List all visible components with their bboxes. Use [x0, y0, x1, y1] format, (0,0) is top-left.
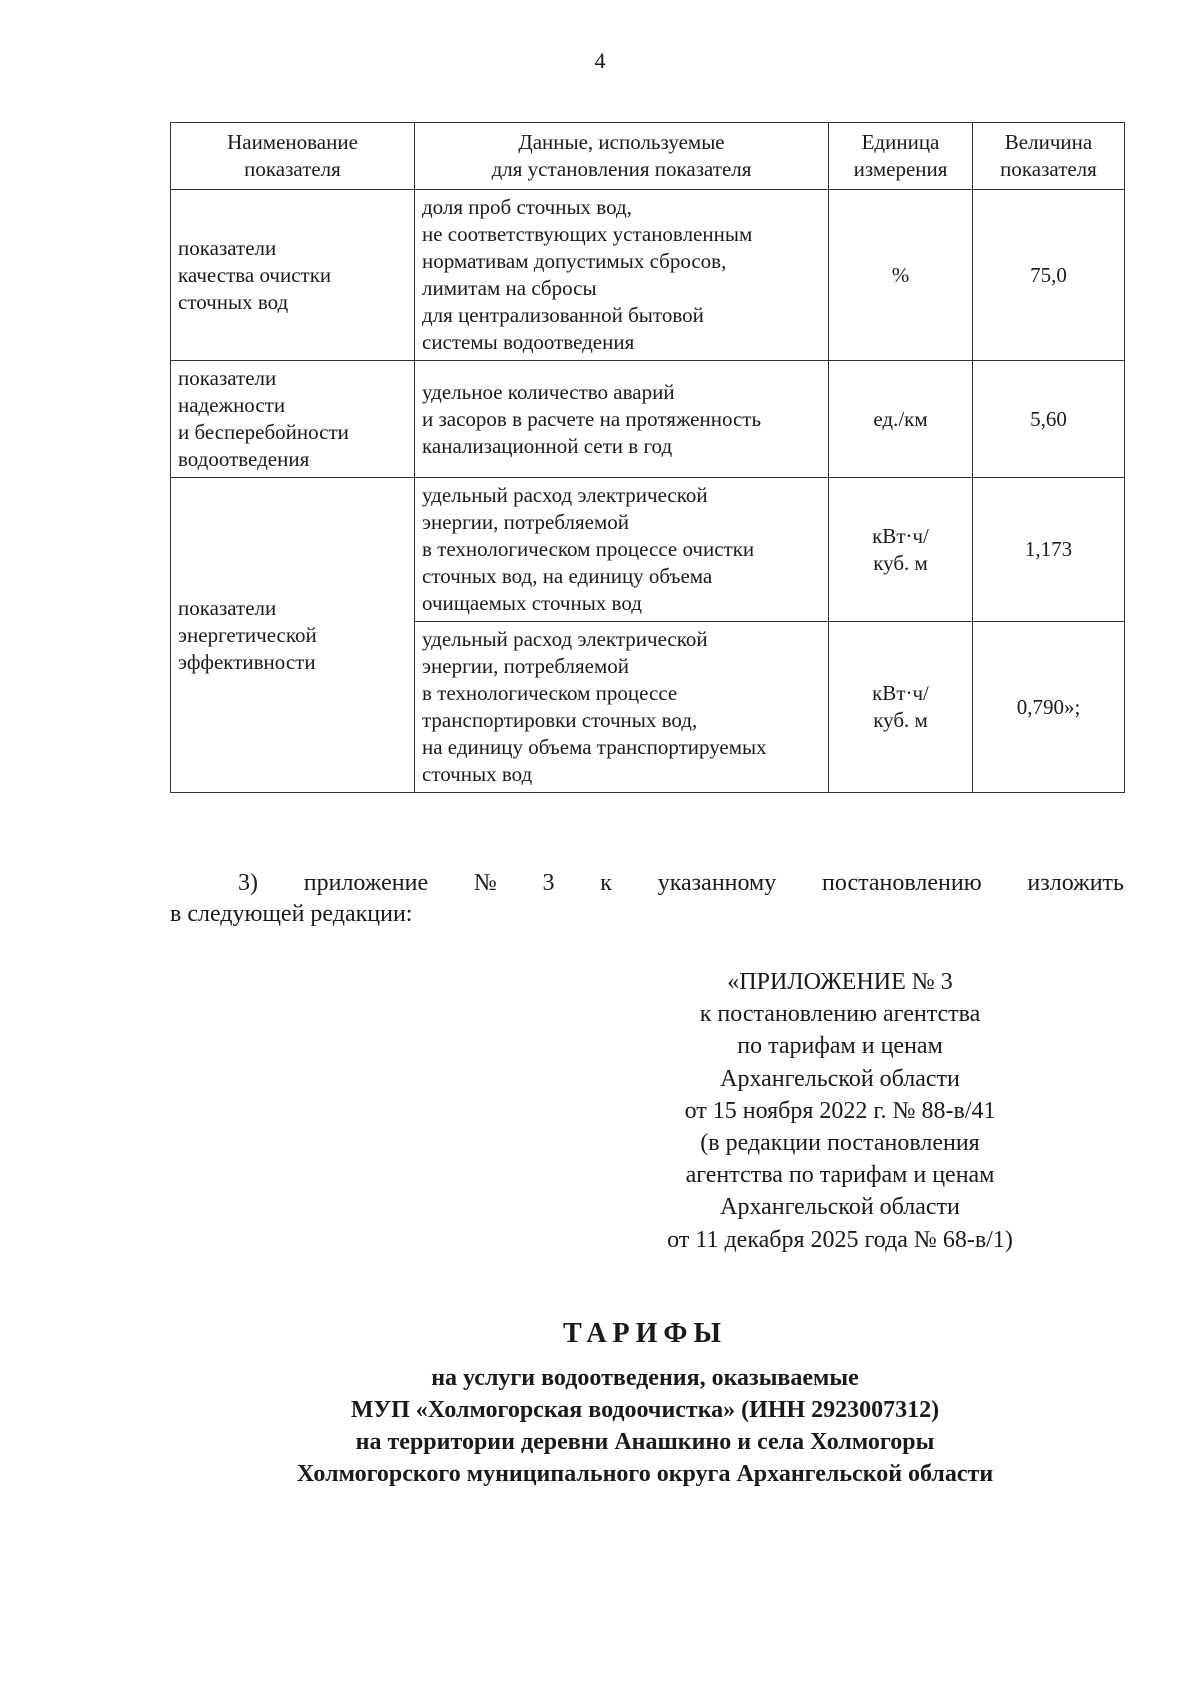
indicator-name: показатели качества очистки сточных вод	[171, 190, 415, 361]
table-row	[171, 190, 1125, 361]
indicator-data: удельный расход электрической энергии, потребляемой в технологическом процессе очистки сточных вод, на единицу объема очищаемых сточных вод	[415, 478, 829, 622]
amendment-line-1: 3) приложение № 3 к указанному постановлению изложить	[238, 870, 1124, 896]
indicator-unit: %	[829, 190, 973, 361]
indicator-unit: кВт·ч/ куб. м	[829, 478, 973, 622]
header-name: Наименование показателя	[171, 123, 415, 190]
indicator-value: 1,173	[973, 478, 1125, 622]
page-number: 4	[594, 48, 606, 73]
indicator-value: 5,60	[973, 361, 1125, 478]
table-row	[171, 361, 1125, 478]
amendment-line-2: в следующей редакции:	[170, 901, 413, 927]
header-data: Данные, используемые для установления показателя	[415, 123, 829, 190]
indicator-data: удельное количество аварий и засоров в расчете на протяженность канализационной сети в год	[415, 361, 829, 478]
tariffs-title: ТАРИФЫ	[563, 1318, 727, 1349]
indicators-table	[170, 122, 1125, 793]
header-value: Величина показателя	[973, 123, 1125, 190]
indicator-data: доля проб сточных вод, не соответствующих установленным нормативам допустимых сбросов, лимитам на сбросы для централизованной бытовой системы водоотведения	[415, 190, 829, 361]
table-header-row	[171, 123, 1125, 190]
table-row	[171, 478, 1125, 622]
tariffs-subtitle: на услуги водоотведения, оказываемые МУП «Холмогорская водоочистка» (ИНН 2923007312) на территории деревни Анашкино и села Холмогоры Холмогорского муниципального округа Архангельской области	[296, 1365, 994, 1487]
indicator-value: 75,0	[973, 190, 1125, 361]
indicator-unit: ед./км	[829, 361, 973, 478]
indicator-unit: кВт·ч/ куб. м	[829, 622, 973, 793]
amendment-paragraph	[170, 868, 1124, 930]
indicator-data: удельный расход электрической энергии, потребляемой в технологическом процессе транспортировки сточных вод, на единицу объема транспортируемых сточных вод	[415, 622, 829, 793]
indicator-name: показатели энергетической эффективности	[171, 478, 415, 793]
header-unit: Единица измерения	[829, 123, 973, 190]
appendix-heading: «ПРИЛОЖЕНИЕ № 3 к постановлению агентства по тарифам и ценам Архангельской области от 15 ноября 2022 г. № 88-в/41 (в редакции постановления агентства по тарифам и ценам Архангельской области от 11 декабря 2025 года № 68-в/1)	[667, 969, 1013, 1253]
indicator-name: показатели надежности и бесперебойности водоотведения	[171, 361, 415, 478]
indicator-value: 0,790»;	[973, 622, 1125, 793]
